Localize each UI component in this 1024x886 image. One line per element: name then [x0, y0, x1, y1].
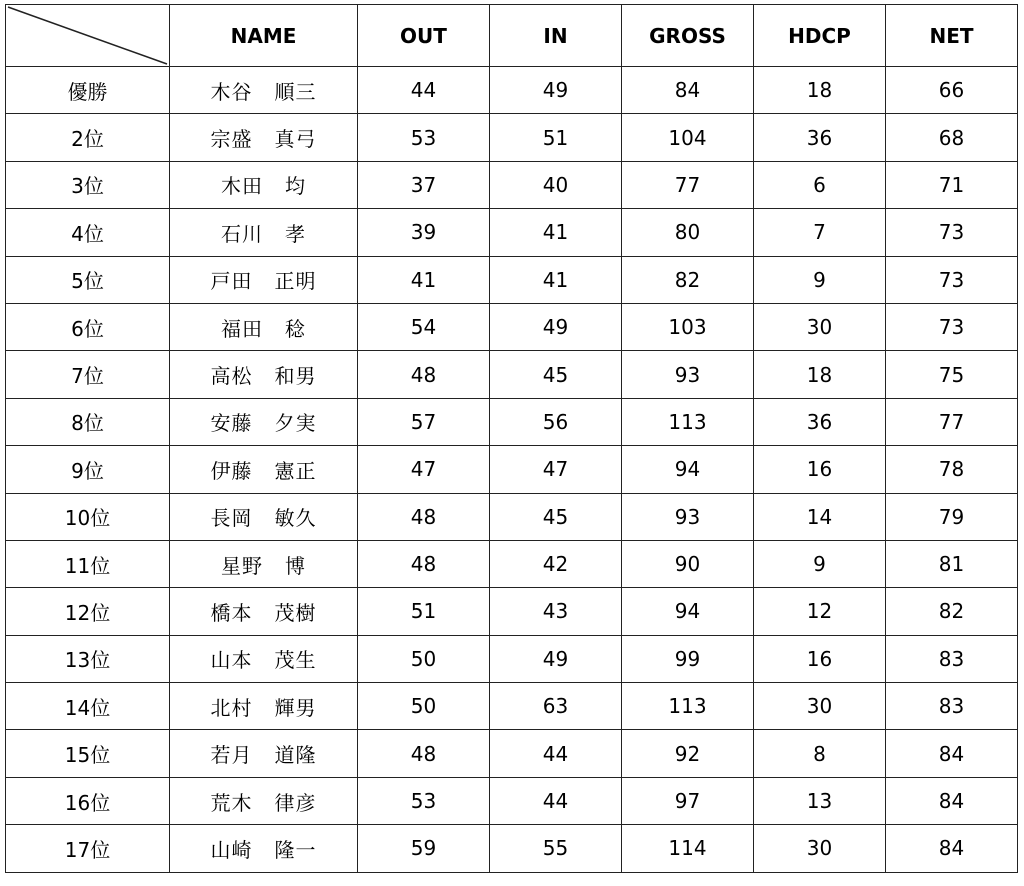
given-name: 輝男 — [274, 695, 317, 720]
net-cell: 77 — [886, 398, 1018, 445]
results-table — [5, 4, 1018, 873]
table-row — [6, 209, 1018, 256]
hdcp-cell: 36 — [754, 398, 886, 445]
rank-cell: 10位 — [6, 493, 170, 540]
net-cell: 75 — [886, 351, 1018, 398]
out-cell: 37 — [358, 161, 490, 208]
hdcp-cell: 16 — [754, 635, 886, 682]
column-header-hdcp: HDCP — [754, 5, 886, 67]
given-name: 孝 — [285, 221, 306, 246]
net-cell: 79 — [886, 493, 1018, 540]
net-cell: 73 — [886, 303, 1018, 350]
in-cell: 45 — [490, 351, 622, 398]
table-row — [6, 161, 1018, 208]
given-name: 和男 — [274, 364, 317, 389]
name-cell — [170, 209, 358, 256]
given-name: 均 — [285, 174, 306, 199]
out-cell: 48 — [358, 351, 490, 398]
column-header-in: IN — [490, 5, 622, 67]
given-name: 真弓 — [274, 127, 317, 152]
net-cell: 68 — [886, 114, 1018, 161]
out-cell: 54 — [358, 303, 490, 350]
in-cell: 55 — [490, 825, 622, 872]
gross-cell: 94 — [622, 588, 754, 635]
rank-cell: 13位 — [6, 635, 170, 682]
family-name: 山崎 — [210, 837, 253, 862]
out-cell: 53 — [358, 777, 490, 824]
table-row — [6, 825, 1018, 872]
family-name: 石川 — [221, 221, 263, 246]
gross-cell: 93 — [622, 351, 754, 398]
out-cell: 59 — [358, 825, 490, 872]
net-cell: 66 — [886, 67, 1018, 114]
hdcp-cell: 14 — [754, 493, 886, 540]
rank-cell: 15位 — [6, 730, 170, 777]
hdcp-cell: 30 — [754, 683, 886, 730]
net-cell: 71 — [886, 161, 1018, 208]
family-name: 高松 — [210, 364, 253, 389]
name-cell — [170, 161, 358, 208]
in-cell: 43 — [490, 588, 622, 635]
in-cell: 49 — [490, 635, 622, 682]
net-cell: 82 — [886, 588, 1018, 635]
family-name: 木谷 — [210, 79, 253, 104]
table-row — [6, 493, 1018, 540]
gross-cell: 93 — [622, 493, 754, 540]
in-cell: 49 — [490, 67, 622, 114]
hdcp-cell: 18 — [754, 67, 886, 114]
hdcp-cell: 18 — [754, 351, 886, 398]
net-cell: 83 — [886, 683, 1018, 730]
gross-cell: 113 — [622, 398, 754, 445]
corner-cell — [6, 5, 170, 67]
out-cell: 44 — [358, 67, 490, 114]
out-cell: 39 — [358, 209, 490, 256]
given-name: 敏久 — [274, 506, 317, 531]
hdcp-cell: 9 — [754, 256, 886, 303]
name-cell — [170, 683, 358, 730]
column-header-net: NET — [886, 5, 1018, 67]
table-row — [6, 683, 1018, 730]
given-name: 稔 — [285, 316, 306, 341]
given-name: 正明 — [274, 269, 317, 294]
in-cell: 56 — [490, 398, 622, 445]
table-row — [6, 114, 1018, 161]
table-row — [6, 540, 1018, 587]
name-cell — [170, 114, 358, 161]
net-cell: 84 — [886, 777, 1018, 824]
rank-cell: 優勝 — [6, 67, 170, 114]
family-name: 北村 — [210, 695, 253, 720]
table-row — [6, 256, 1018, 303]
name-cell — [170, 493, 358, 540]
out-cell: 48 — [358, 493, 490, 540]
hdcp-cell: 30 — [754, 303, 886, 350]
diagonal-divider — [6, 5, 169, 66]
family-name: 橋本 — [210, 600, 253, 625]
family-name: 木田 — [221, 174, 263, 199]
given-name: 道隆 — [274, 743, 317, 768]
gross-cell: 94 — [622, 446, 754, 493]
rank-cell: 2位 — [6, 114, 170, 161]
given-name: 夕実 — [274, 411, 317, 436]
name-cell — [170, 777, 358, 824]
rank-cell: 8位 — [6, 398, 170, 445]
gross-cell: 103 — [622, 303, 754, 350]
name-cell — [170, 256, 358, 303]
in-cell: 51 — [490, 114, 622, 161]
name-cell — [170, 398, 358, 445]
family-name: 福田 — [221, 316, 263, 341]
in-cell: 49 — [490, 303, 622, 350]
table-row — [6, 398, 1018, 445]
name-cell — [170, 303, 358, 350]
hdcp-cell: 16 — [754, 446, 886, 493]
net-cell: 84 — [886, 825, 1018, 872]
name-cell — [170, 588, 358, 635]
in-cell: 44 — [490, 730, 622, 777]
given-name: 律彦 — [274, 790, 317, 815]
family-name: 荒木 — [210, 790, 253, 815]
name-cell — [170, 540, 358, 587]
net-cell: 84 — [886, 730, 1018, 777]
table-row — [6, 351, 1018, 398]
table-header — [6, 5, 1018, 67]
gross-cell: 77 — [622, 161, 754, 208]
given-name: 順三 — [274, 79, 317, 104]
given-name: 隆一 — [274, 837, 317, 862]
rank-cell: 17位 — [6, 825, 170, 872]
family-name: 戸田 — [210, 269, 253, 294]
family-name: 長岡 — [210, 506, 253, 531]
column-header-out: OUT — [358, 5, 490, 67]
hdcp-cell: 36 — [754, 114, 886, 161]
family-name: 伊藤 — [210, 458, 253, 483]
family-name: 星野 — [221, 553, 263, 578]
gross-cell: 99 — [622, 635, 754, 682]
gross-cell: 97 — [622, 777, 754, 824]
table-row — [6, 446, 1018, 493]
table-row — [6, 730, 1018, 777]
family-name: 安藤 — [210, 411, 253, 436]
in-cell: 42 — [490, 540, 622, 587]
in-cell: 44 — [490, 777, 622, 824]
hdcp-cell: 7 — [754, 209, 886, 256]
hdcp-cell: 30 — [754, 825, 886, 872]
table-row — [6, 303, 1018, 350]
given-name: 茂生 — [274, 648, 317, 673]
given-name: 博 — [285, 553, 306, 578]
given-name: 茂樹 — [274, 600, 317, 625]
in-cell: 63 — [490, 683, 622, 730]
header-row — [6, 5, 1018, 67]
family-name: 山本 — [210, 648, 253, 673]
name-cell — [170, 351, 358, 398]
net-cell: 78 — [886, 446, 1018, 493]
net-cell: 81 — [886, 540, 1018, 587]
name-cell — [170, 730, 358, 777]
gross-cell: 113 — [622, 683, 754, 730]
in-cell: 41 — [490, 209, 622, 256]
table-body — [6, 67, 1018, 873]
in-cell: 45 — [490, 493, 622, 540]
column-header-gross: GROSS — [622, 5, 754, 67]
out-cell: 48 — [358, 540, 490, 587]
out-cell: 50 — [358, 683, 490, 730]
hdcp-cell: 6 — [754, 161, 886, 208]
family-name: 宗盛 — [210, 127, 253, 152]
out-cell: 51 — [358, 588, 490, 635]
rank-cell: 3位 — [6, 161, 170, 208]
gross-cell: 82 — [622, 256, 754, 303]
rank-cell: 5位 — [6, 256, 170, 303]
table-row — [6, 777, 1018, 824]
table-row — [6, 635, 1018, 682]
hdcp-cell: 8 — [754, 730, 886, 777]
out-cell: 53 — [358, 114, 490, 161]
net-cell: 83 — [886, 635, 1018, 682]
table-row — [6, 67, 1018, 114]
name-cell — [170, 67, 358, 114]
out-cell: 47 — [358, 446, 490, 493]
rank-cell: 6位 — [6, 303, 170, 350]
rank-cell: 7位 — [6, 351, 170, 398]
out-cell: 48 — [358, 730, 490, 777]
gross-cell: 80 — [622, 209, 754, 256]
gross-cell: 84 — [622, 67, 754, 114]
gross-cell: 92 — [622, 730, 754, 777]
rank-cell: 12位 — [6, 588, 170, 635]
family-name: 若月 — [210, 743, 253, 768]
gross-cell: 90 — [622, 540, 754, 587]
name-cell — [170, 446, 358, 493]
rank-cell: 4位 — [6, 209, 170, 256]
out-cell: 50 — [358, 635, 490, 682]
given-name: 憲正 — [274, 458, 317, 483]
net-cell: 73 — [886, 209, 1018, 256]
name-cell — [170, 825, 358, 872]
table-row — [6, 588, 1018, 635]
net-cell: 73 — [886, 256, 1018, 303]
in-cell: 47 — [490, 446, 622, 493]
out-cell: 57 — [358, 398, 490, 445]
hdcp-cell: 13 — [754, 777, 886, 824]
in-cell: 40 — [490, 161, 622, 208]
out-cell: 41 — [358, 256, 490, 303]
hdcp-cell: 9 — [754, 540, 886, 587]
rank-cell: 16位 — [6, 777, 170, 824]
gross-cell: 104 — [622, 114, 754, 161]
column-header-name: NAME — [170, 5, 358, 67]
name-cell — [170, 635, 358, 682]
gross-cell: 114 — [622, 825, 754, 872]
hdcp-cell: 12 — [754, 588, 886, 635]
rank-cell: 11位 — [6, 540, 170, 587]
rank-cell: 14位 — [6, 683, 170, 730]
rank-cell: 9位 — [6, 446, 170, 493]
in-cell: 41 — [490, 256, 622, 303]
